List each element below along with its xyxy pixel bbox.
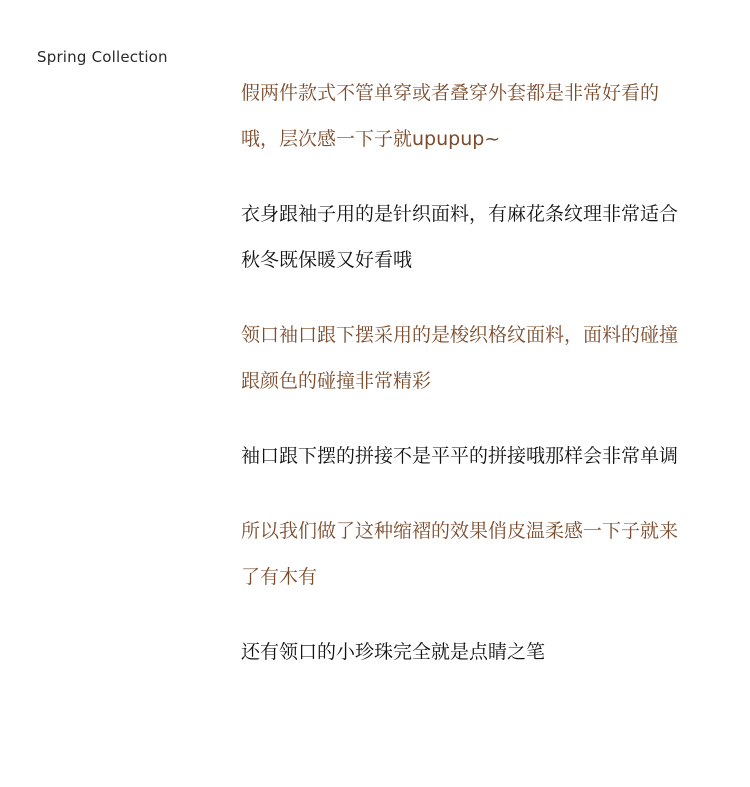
description-paragraph-6: 还有领口的小珍珠完全就是点睛之笔 [241, 641, 546, 663]
description-paragraph-2: 衣身跟袖子用的是针织面料，有麻花条纹理非常适合秋冬既保暖又好看哦 [241, 203, 679, 271]
description-text-block [241, 70, 693, 704]
description-paragraph-1: 假两件款式不管单穿或者叠穿外套都是非常好看的哦，层次感一下子就upupup~ [241, 82, 660, 150]
description-paragraph-5: 所以我们做了这种缩褶的效果俏皮温柔感一下子就来了有木有 [241, 520, 679, 588]
description-paragraph-4: 袖口跟下摆的拼接不是平平的拼接哦那样会非常单调 [241, 445, 679, 467]
brand-label: Spring Collection [37, 48, 168, 66]
description-paragraph-3: 领口袖口跟下摆采用的是梭织格纹面料，面料的碰撞跟颜色的碰撞非常精彩 [241, 324, 679, 392]
